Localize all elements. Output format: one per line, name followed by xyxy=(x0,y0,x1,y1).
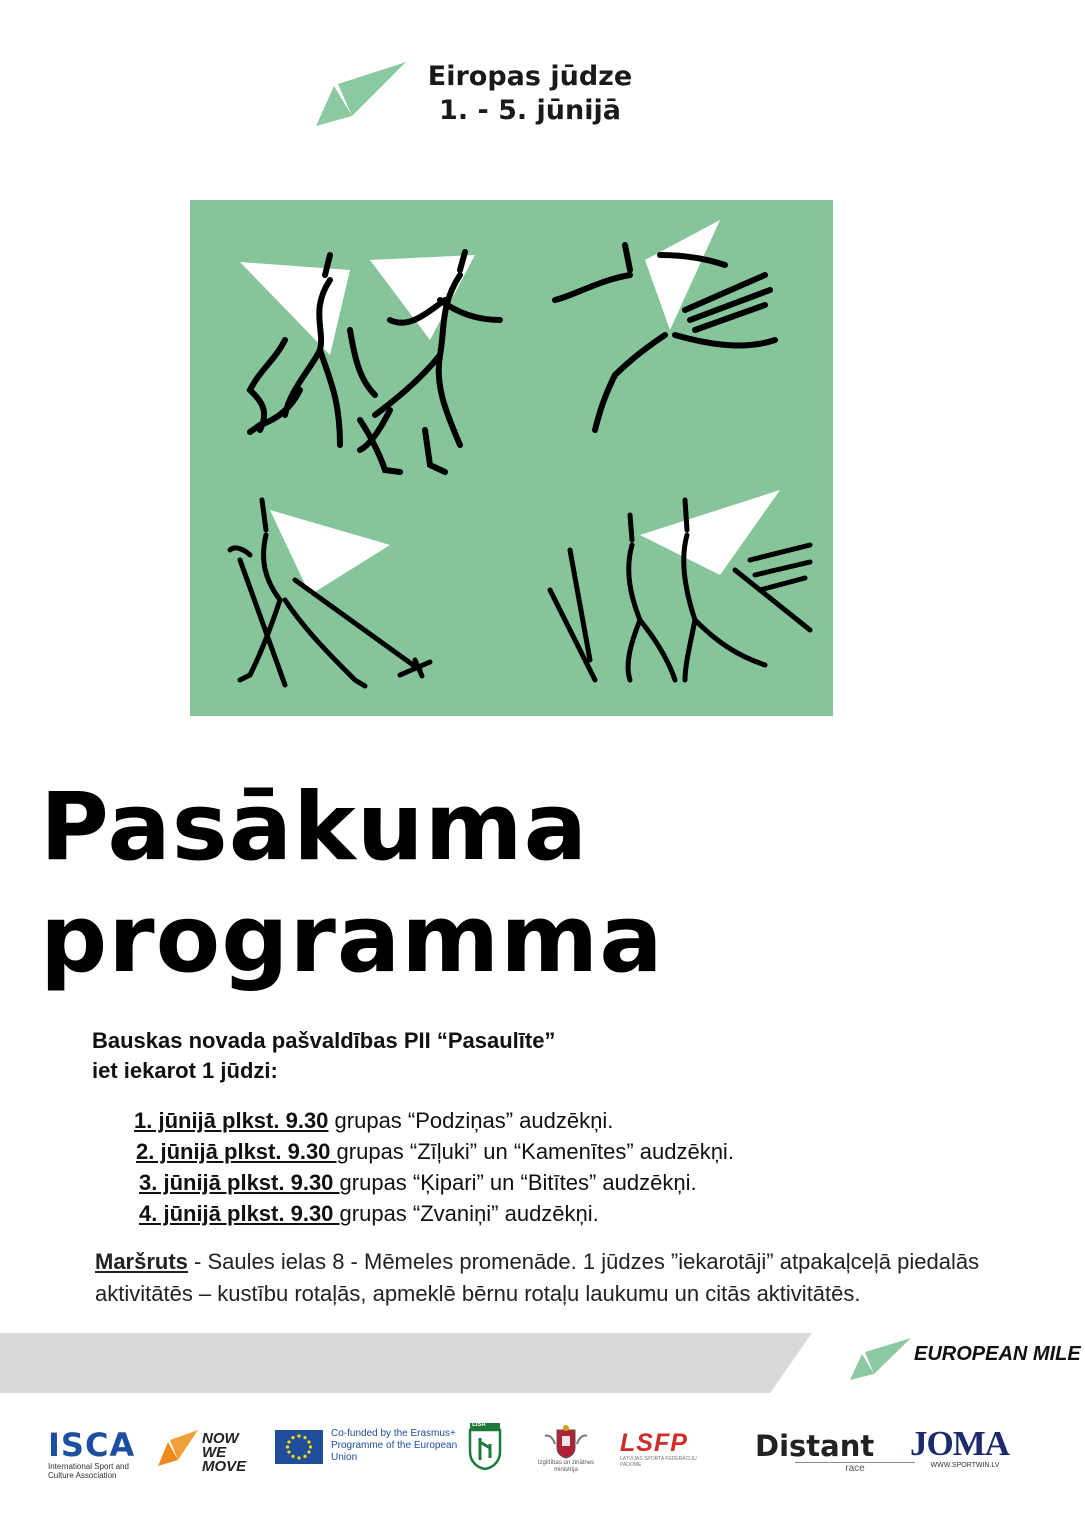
isca-mark: ISCA xyxy=(48,1426,136,1464)
event-dates: 1. - 5. jūnijā xyxy=(439,95,621,126)
distant-subtitle: race xyxy=(795,1462,915,1474)
intro-line-2: iet iekarot 1 jūdzi: xyxy=(92,1058,278,1083)
coat-of-arms-icon xyxy=(535,1424,597,1460)
lsfp-subtitle: LATVIJAS SPORTA FEDERĀCIJU PADOME xyxy=(620,1456,697,1468)
isca-subtitle: International Sport and Culture Association xyxy=(48,1462,129,1480)
sponsor-footer xyxy=(0,1410,1085,1500)
joma-subtitle: WWW.SPORTWIN.LV xyxy=(930,1462,1000,1469)
nordic-walker-icon xyxy=(230,500,430,686)
distant-mark: Distant xyxy=(755,1429,875,1463)
event-header xyxy=(420,60,640,128)
erasmus-text: Co-funded by the Erasmus+ Programme of the European Union xyxy=(331,1428,458,1463)
schedule-date: 2. jūnijā plkst. 9.30 xyxy=(136,1139,337,1164)
european-mile-brand-icon xyxy=(848,1336,912,1382)
page-title-line-1: Pasākuma xyxy=(40,773,588,882)
schedule-description: grupas “Zīļuki” un “Kamenītes” audzēkņi. xyxy=(336,1139,734,1164)
schedule-item xyxy=(136,1136,934,1167)
schedule-date: 1. jūnijā plkst. 9.30 xyxy=(134,1108,329,1133)
lisa-mark: LISA xyxy=(472,1422,486,1428)
joma-logo xyxy=(910,1426,1034,1476)
joma-mark: JOMA xyxy=(910,1424,1010,1463)
distant-race-logo xyxy=(755,1430,885,1480)
route-label: Maršruts xyxy=(95,1249,188,1274)
european-mile-logo-icon xyxy=(312,60,408,130)
intro-text xyxy=(92,1026,792,1086)
walkers-icon xyxy=(240,252,500,472)
lisa-shield-icon xyxy=(468,1422,502,1470)
schedule-description: grupas “Zvaniņi” audzēkņi. xyxy=(339,1201,599,1226)
schedule-item xyxy=(139,1198,934,1229)
schedule-description: grupas “Ķipari” un “Bitītes” audzēkņi. xyxy=(339,1170,697,1195)
schedule-item xyxy=(139,1167,934,1198)
now-we-move-text xyxy=(202,1432,266,1474)
schedule-item xyxy=(134,1105,934,1136)
runner-icon xyxy=(555,220,775,430)
lsfp-logo xyxy=(620,1429,712,1468)
schedule-date: 3. jūnijā plkst. 9.30 xyxy=(139,1170,340,1195)
now-we-move-logo xyxy=(156,1426,266,1475)
eu-flag-icon xyxy=(275,1430,323,1464)
page-title xyxy=(40,772,840,996)
activity-illustration xyxy=(190,200,833,716)
european-mile-brand-name: EUROPEAN MILE xyxy=(914,1343,1081,1365)
now-we-move-icon xyxy=(156,1428,200,1468)
erasmus-logo xyxy=(275,1428,458,1468)
intro-line-1: Bauskas novada pašvaldības PII “Pasaulīte” xyxy=(92,1028,556,1053)
schedule-date: 4. jūnijā plkst. 9.30 xyxy=(139,1201,340,1226)
route-description xyxy=(95,1246,1035,1310)
activity-figures-icon xyxy=(190,200,833,716)
now-we-move-line-1: NOW xyxy=(202,1430,239,1447)
lsfp-mark: LSFP xyxy=(620,1429,688,1457)
schedule-list xyxy=(134,1105,934,1229)
nordic-walkers-group-icon xyxy=(550,490,810,680)
now-we-move-line-2: WE MOVE xyxy=(202,1444,247,1475)
ministry-text: Izglītības un zinātnes ministrija xyxy=(537,1460,595,1473)
lisa-logo xyxy=(468,1422,502,1470)
event-name: Eiropas jūdze xyxy=(427,61,633,92)
page-title-line-2: programma xyxy=(40,885,664,994)
schedule-description: grupas “Podziņas” audzēkņi. xyxy=(328,1108,614,1133)
route-text: - Saules ielas 8 - Mēmeles promenāde. 1 jūdzes ”iekarotāji” atpakaļceļā piedalās aktivitātēs – kustību rotaļās, apmeklē bērnu rotaļu laukumu un citās aktivitātēs. xyxy=(95,1249,980,1306)
ministry-logo xyxy=(535,1424,597,1474)
isca-logo xyxy=(48,1428,148,1480)
